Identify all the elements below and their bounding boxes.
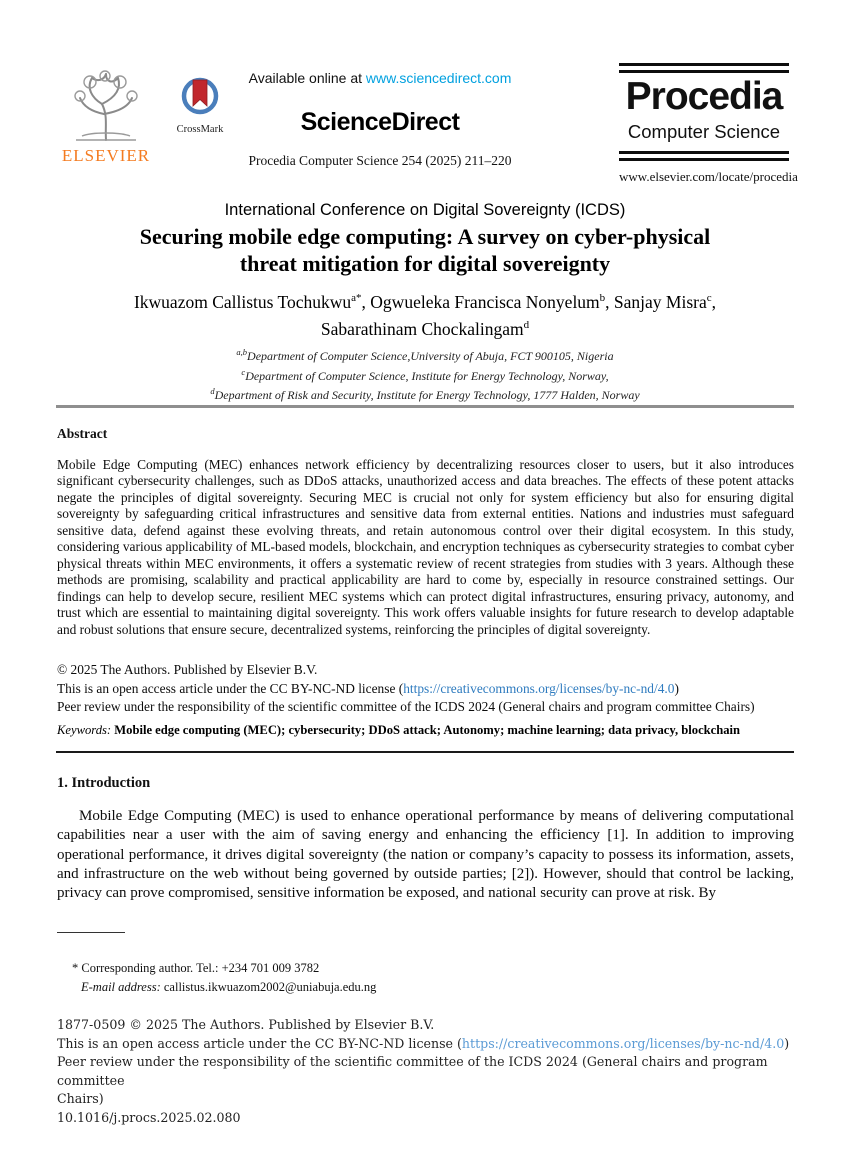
journal-reference: Procedia Computer Science 254 (2025) 211–220 [248, 153, 512, 168]
available-online-line [215, 70, 545, 86]
paper-title-line1: Securing mobile edge computing: A survey on cyber-physical [139, 224, 711, 249]
abstract-text: Mobile Edge Computing (MEC) enhances network efficiency by decentralizing resources closer to users, but it also introduces significant cybersecurity challenges, such as DDoS attacks, unauthorized access and data breaches. The effects of these potent attacks negate the principles of digital sovereignty. Securing MEC is crucial not only for system efficiency but also for ensuring digital sovereignty by safeguarding critical infrastructures and sensitive data from external entities. Nations and industries must safeguard sensitive data, defend against these evolving threats, and retain autonomous control over their digital ecosystem. In this study, considering various applicability of ML-based models, blockchain, and encryption techniques as cybersecurity strategies to combat cyber physical threats within MEC environments, it offers a systematic review of recent strategies from studies with 3 years. Although these methods are promising, scalability and practical applicability are hard to come by, especially in resource constrained settings. Our findings can help to develop secure, resilient MEC systems which can protect digital infrastructures, ensuring privacy, autonomy, and trust which are essential to maintaining digital sovereignty. This work offers valuable insights for future research to develop adaptable and robust solutions that ensure secure, decentralized systems, reinforcing the principles of digital sovereignty. [57, 457, 794, 637]
header-center [215, 70, 545, 169]
elsevier-logo [56, 68, 156, 166]
procedia-top-rule [619, 63, 789, 73]
author-2: Ogwueleka Francisca Nonyelum$^b$, [370, 291, 614, 312]
issn-line: 1877-0509 © 2025 The Authors. Published by Elsevier B.V. [57, 1017, 435, 1032]
copyright-block [57, 661, 794, 717]
peer-review-line: Peer review under the responsibility of the scientific committee of the ICDS 2024 (General chairs and program committee Chairs) [57, 699, 755, 715]
footer-license-line: This is an open access article under the CC BY-NC-ND license (https://creativecommons.org/licenses/by-nc-nd/4.0) [57, 1035, 790, 1051]
affiliations [55, 345, 795, 404]
sciencedirect-link[interactable]: www.sciencedirect.com [365, 70, 512, 86]
procedia-title: Procedia [625, 75, 783, 118]
introduction-paragraph: Mobile Edge Computing (MEC) is used to enhance operational performance by means of delivering computational capabilities near a user with the aim of saving energy and enhancing the efficiency [1]. In addition to improving operational performance, it drives digital sovereignty (the nation or company’s capacity to possess its information, assets, and infrastructure on the web without being governed by outside parties; [2]). However, should that control be lacking, privacy can prove compromised, sensitive information be exposed, and national security can prove at risk. By [57, 808, 794, 902]
keywords-divider-rule [56, 751, 794, 753]
sciencedirect-wordmark: ScienceDirect [300, 108, 460, 136]
procedia-bottom-rule [619, 151, 789, 161]
paper-title [55, 223, 795, 277]
elsevier-wordmark: ELSEVIER [61, 146, 151, 165]
header-divider-rule [56, 405, 794, 408]
abstract-heading: Abstract [57, 426, 108, 441]
keywords-label: Keywords: [57, 723, 112, 737]
affiliation-1: $^{a,b}$Department of Computer Science,University of Abuja, FCT 900105, Nigeria [236, 347, 614, 363]
introduction-heading: 1. Introduction [57, 775, 151, 791]
author-1: Ikwuazom Callistus Tochukwu$^{a*}$, [133, 291, 371, 312]
footnotes [72, 959, 376, 997]
conference-name: International Conference on Digital Sovereignty (ICDS) [224, 201, 626, 219]
authors-row-1 [55, 287, 795, 314]
corresponding-author-note: * Corresponding author. Tel.: +234 701 009 3782 [72, 961, 320, 975]
paper-title-line2: threat mitigation for digital sovereignty [239, 251, 611, 276]
available-online-text: Available online at [248, 70, 366, 86]
footnote-rule [57, 932, 125, 933]
authors-row-2 [55, 314, 795, 341]
license-line: This is an open access article under the CC BY-NC-ND license (https://creativecommons.org/licenses/by-nc-nd/4.0) [57, 680, 679, 696]
authors-line [55, 287, 795, 341]
keywords-text: Mobile edge computing (MEC); cybersecurity; DDoS attack; Autonomy; machine learning; data privacy, blockchain [111, 723, 741, 737]
footer-peer-review-line1: Peer review under the responsibility of the scientific committee of the ICDS 2024 (General chairs and program committee [57, 1054, 768, 1088]
procedia-website: www.elsevier.com/locate/procedia [619, 169, 798, 184]
email-note: E-mail address: callistus.ikwuazom2002@uniabuja.edu.ng [81, 980, 377, 994]
email-address: callistus.ikwuazom2002@uniabuja.edu.ng [160, 980, 377, 994]
affiliation-2: $^c$Department of Computer Science, Institute for Energy Technology, Norway, [241, 366, 609, 383]
doi-line: 10.1016/j.procs.2025.02.080 [57, 1109, 241, 1125]
license-link[interactable]: https://creativecommons.org/licenses/by-nc-nd/4.0 [403, 680, 675, 696]
copyright-line: © 2025 The Authors. Published by Elsevier B.V. [57, 662, 318, 677]
elsevier-tree-icon [62, 68, 150, 144]
crossmark-label: CrossMark [176, 124, 224, 135]
footer-license-link[interactable]: https://creativecommons.org/licenses/by-nc-nd/4.0 [461, 1035, 785, 1051]
publisher-footer [57, 1016, 802, 1128]
footer-peer-review-line2: Chairs) [57, 1091, 104, 1107]
keywords-line [57, 723, 794, 738]
author-4: Sabarathinam Chockalingam$^d$ [320, 318, 530, 339]
procedia-logo [619, 63, 798, 185]
affiliation-3: $^d$Department of Risk and Security, Institute for Energy Technology, 1777 Halden, Norway [210, 386, 640, 402]
procedia-subtitle: Computer Science [627, 121, 781, 142]
author-3: Sanjay Misra$^c$, [613, 291, 717, 312]
